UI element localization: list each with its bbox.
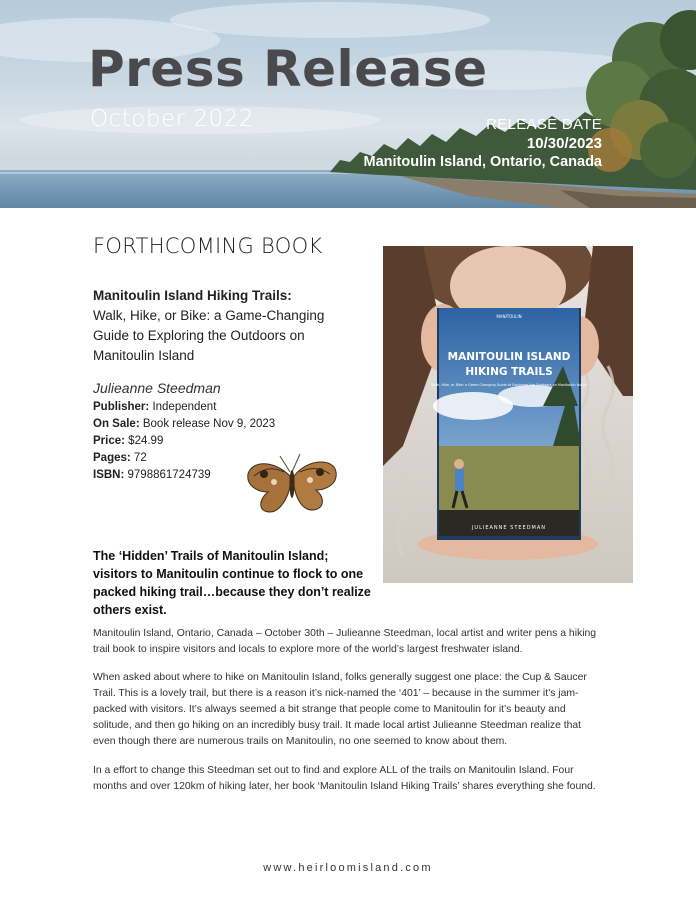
cover-publisher-mark: MANITOULIN [496, 314, 522, 319]
website-url: www.heirloomisland.com [263, 862, 433, 874]
pages-value: 72 [133, 452, 147, 464]
book-title: Manitoulin Island Hiking Trails: [93, 288, 292, 303]
header-banner [0, 0, 696, 208]
body-paragraph-1: Manitoulin Island, Ontario, Canada – October 30th – Julieanne Steedman, local artist and writer pens a hiking trail book to inspire visitors and locals to explore more of the world’s largest freshwater island. [93, 628, 597, 655]
body-paragraph-3: In a effort to change this Steedman set out to find and explore ALL of the trails on Manitoulin Island. Four months and over 120km of hiking later, her book ‘Manitoulin Island Hiking Trails’ shares everything she found. [93, 765, 596, 792]
release-date: 10/30/2023 [526, 135, 602, 152]
shoreline-photo [0, 0, 696, 208]
cover-tagline: Walk, Hike, or Bike: a Game-Changing Guide to Exploring the Outdoors on Manitoulin Island [431, 383, 587, 387]
isbn-value: 9798861724739 [127, 469, 211, 481]
cover-author: JULIEANNE STEEDMAN [471, 525, 547, 531]
pages-row: Pages: 72 [93, 452, 147, 464]
body-paragraph-2: When asked about where to hike on Manitoulin Island, folks generally suggest one place: the Cup & Saucer Trail. This is a lovely trail, but there is a reason it’s nick-named the ‘401’ – because in the summer it’s jam-packed with visitors. It’s always seemed a bit strange that people come to Manitoulin for it’s beauty and solitude, and then go hiking on an incredibly busy trail. It made local artist Julieanne Steedman realize that even though there are numerous trails on Manitoulin, no one seemed to know about them. [93, 672, 587, 747]
cover-title-line1: MANITOULIN ISLAND [447, 351, 571, 363]
butterfly-illustration [244, 452, 340, 516]
cover-title-line2: HIKING TRAILS [465, 366, 553, 378]
book-subtitle: Walk, Hike, or Bike: a Game-Changing Guide to Exploring the Outdoors on Manitoulin Island [93, 308, 325, 363]
isbn-row: ISBN: 9798861724739 [93, 469, 211, 481]
press-release-title: Press Release [88, 40, 488, 98]
on-sale-row: On Sale: Book release Nov 9, 2023 [93, 418, 276, 430]
publisher-row: Publisher: Independent [93, 401, 217, 413]
section-heading: FORTHCOMING BOOK [93, 234, 323, 258]
release-info [364, 116, 602, 170]
release-location: Manitoulin Island, Ontario, Canada [363, 154, 602, 170]
publisher-value: Independent [152, 401, 217, 413]
price-row: Price: $24.99 [93, 435, 164, 447]
release-month: October 2022 [90, 106, 254, 132]
release-date-label: RELEASE DATE [486, 116, 602, 133]
book-title-block [93, 286, 363, 366]
author-name: Julieanne Steedman [93, 380, 221, 396]
book-photo [383, 246, 633, 583]
hook-headline: The ‘Hidden’ Trails of Manitoulin Island; visitors to Manitoulin continue to flock to one packed hiking trail…because they don’t realize others exist. [93, 549, 371, 617]
on-sale-value: Book release Nov 9, 2023 [142, 418, 276, 430]
price-value: $24.99 [128, 435, 164, 447]
book-photo-art [383, 246, 633, 583]
